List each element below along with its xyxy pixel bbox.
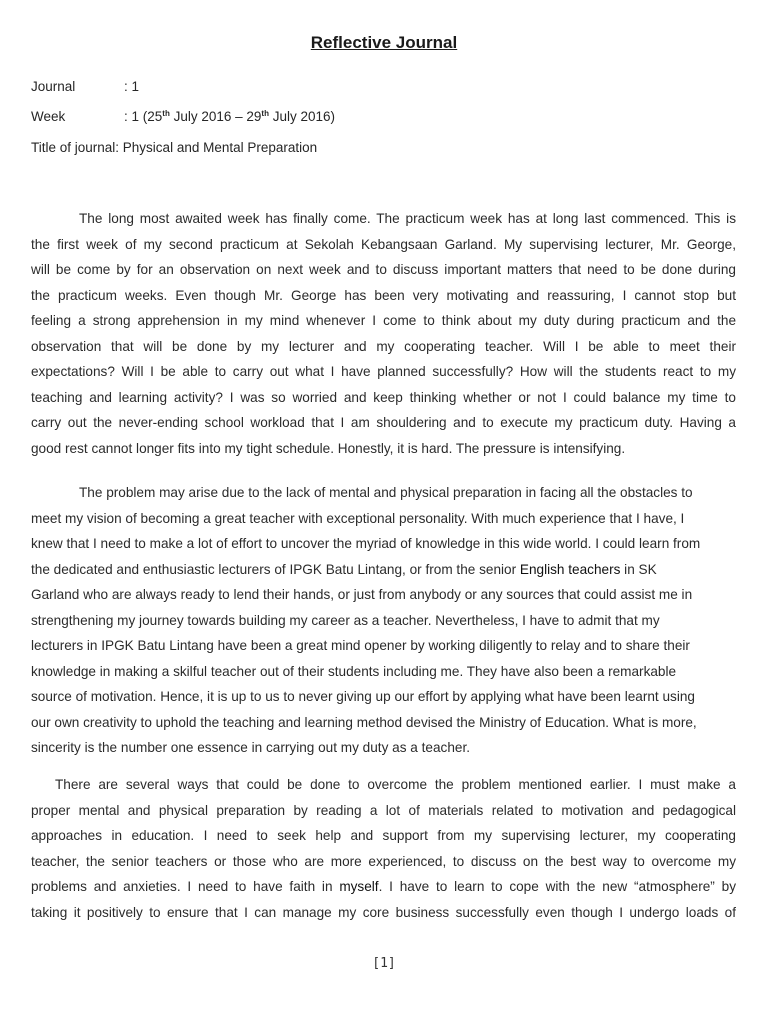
paragraph-line: the first week of my second practicum at Sekolah Kebangsaan Garland. My supervising lecturer, Mr. George,: [31, 236, 736, 252]
highlighted-phrase: English teachers: [519, 561, 621, 577]
paragraph-line: [31, 874, 736, 900]
journal-value: : 1: [124, 79, 140, 94]
paragraph-line: teacher, the senior teachers or those who are more experienced, to discuss on the best way to overcome my: [31, 853, 736, 869]
paragraph-line-end: . I have to learn to cope with the new “atmosphere” by: [378, 879, 736, 894]
week-value-mid: July 2016 – 29: [169, 109, 262, 124]
paragraph-line-end: in SK: [620, 561, 657, 577]
paragraph-1: [31, 206, 736, 461]
highlighted-phrase: myself: [339, 879, 379, 894]
week-row: [31, 109, 335, 124]
journal-number-row: [31, 79, 139, 94]
paragraph-line: our own creativity to uphold the teaching and learning method devised the Ministry of Education. What is more,: [31, 714, 697, 730]
paragraph-line: carry out the never-ending school workload that I am shouldering and to execute my practicum duty. Having a: [31, 415, 736, 430]
paragraph-line-start: the dedicated and enthusiastic lecturers of IPGK Batu Lintang, or from the senior: [31, 561, 520, 577]
paragraph-line: feeling a strong apprehension in my mind whenever I come to think about my duty during practicum and the: [31, 313, 736, 328]
journal-title-row: [31, 140, 317, 155]
week-ordinal-1: th: [162, 109, 170, 118]
paragraph-line: sincerity is the number one essence in carrying out my duty as a teacher.: [31, 740, 470, 755]
journal-label: Journal: [31, 79, 76, 94]
paragraph-line: meet my vision of becoming a great teacher with exceptional personality. With much experience that I have, I: [31, 510, 685, 526]
paragraph-line: lecturers in IPGK Batu Lintang have been a great mind opener by working diligently to relay and to share their: [31, 638, 690, 653]
paragraph-line: knowledge in making a skilful teacher out of their students including me. They have also been a remarkable: [31, 663, 677, 679]
paragraph-2: [31, 480, 736, 761]
paragraph-line: proper mental and physical preparation by reading a lot of materials related to motivation and pedagogical: [31, 802, 736, 818]
paragraph-line: observation that will be done by my lecturer and my cooperating teacher. Will I be able to meet their: [31, 338, 736, 354]
paragraph-line: taking it positively to ensure that I can manage my core business successfully even though I undergo loads of: [31, 904, 736, 920]
paragraph-line: source of motivation. Hence, it is up to us to never giving up our effort by applying what have been learnt using: [31, 689, 695, 704]
paragraph-line: Garland who are always ready to lend their hands, or just from anybody or any sources that could assist me in: [31, 587, 693, 602]
paragraph-line: The problem may arise due to the lack of mental and physical preparation in facing all the obstacles to: [79, 485, 693, 500]
paragraph-line: expectations? Will I be able to carry out what I have planned successfully? How will the students react to my: [31, 364, 736, 379]
week-label: Week: [31, 109, 66, 124]
page-number: [1]: [372, 956, 396, 971]
paragraph-line: the practicum weeks. Even though Mr. George has been very motivating and reassuring, I cannot stop but: [31, 287, 736, 303]
paragraph-3: [31, 772, 736, 925]
paragraph-line: There are several ways that could be done to overcome the problem mentioned earlier. I must make a: [55, 777, 736, 792]
journal-title-value: : Physical and Mental Preparation: [115, 140, 318, 155]
document-title: Reflective Journal: [310, 33, 458, 52]
paragraph-line: [31, 557, 736, 583]
paragraph-line: The long most awaited week has finally come. The practicum week has at long last commenced. This is: [79, 211, 736, 226]
paragraph-line: will be come by for an observation on next week and to discuss important matters that need to be done during: [31, 262, 736, 277]
paragraph-line: good rest cannot longer fits into my tight schedule. Honestly, it is hard. The pressure is intensifying.: [31, 440, 626, 456]
week-value: [124, 109, 335, 124]
paragraph-line: strengthening my journey towards building my career as a teacher. Nevertheless, I have to admit that my: [31, 612, 660, 628]
week-ordinal-2: th: [261, 109, 269, 118]
paragraph-line: approaches in education. I need to seek help and support from my supervising lecturer, my cooperating: [31, 828, 736, 843]
week-value-end: July 2016): [268, 109, 336, 124]
paragraph-line: teaching and learning activity? I was so worried and keep thinking whether or not I could balance my time to: [31, 389, 736, 405]
week-value-start: : 1 (25: [124, 109, 163, 124]
paragraph-line-start: problems and anxieties. I need to have faith in: [31, 879, 340, 894]
journal-title-label: Title of journal: [31, 140, 116, 155]
paragraph-line: knew that I need to make a lot of effort to uncover the myriad of knowledge in this wide world. I could learn from: [31, 536, 701, 551]
